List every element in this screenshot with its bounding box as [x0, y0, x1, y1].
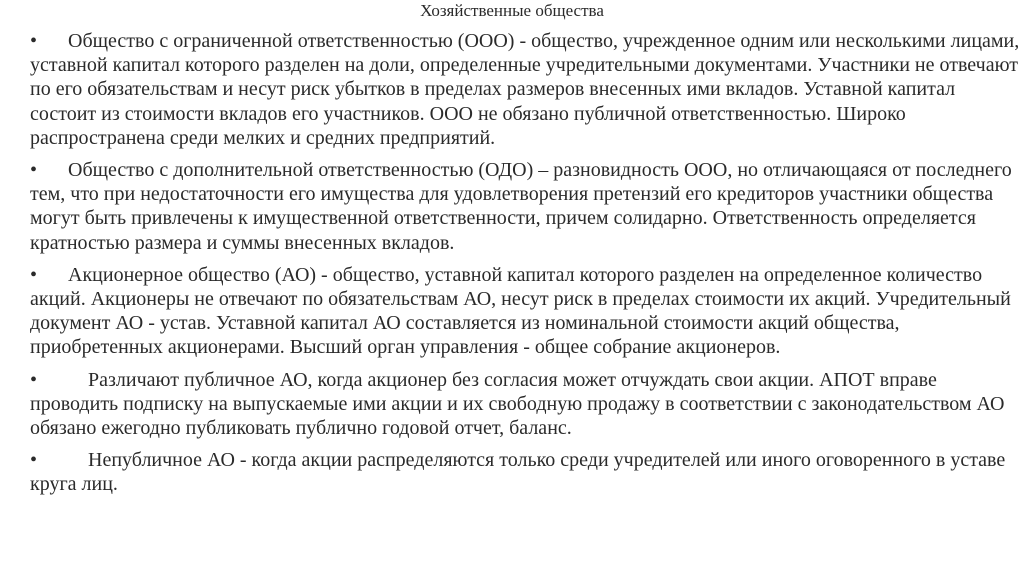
page-title: [0, 1, 1024, 21]
bullet-text: Акционерное общество (АО) - общество, уставной капитал которого разделен на определенное количество акций. Акционеры не отвечают по обязательствам АО, несут риск в пределах стоимости их акций. Учредительный документ АО - устав. Уставной капитал АО составляется из номинальной стоимости акций общества, приобретенных акционерами. Высший орган управления - общее собрание акционеров.: [30, 263, 1011, 359]
bullet-dot: •: [30, 368, 38, 391]
bullet-dot: •: [30, 263, 38, 286]
bullet-dot: •: [30, 449, 38, 472]
list-item: [30, 263, 1020, 360]
list-item: [30, 158, 1020, 255]
list-item: [30, 368, 1020, 441]
list-item: [30, 29, 1020, 150]
page-title-bold: Хозяйственные: [420, 1, 532, 20]
page-title-rest: общества: [531, 1, 604, 20]
bullet-dot: •: [30, 30, 38, 52]
bullet-list: [30, 29, 1020, 505]
list-item: [30, 448, 1020, 496]
bullet-text: Различают публичное АО, когда акционер без согласия может отчуждать свои акции. АПОТ вправе проводить подписку на выпускаемые ими акции и их свободную продажу в соответствии с законодательством АО обязано ежегодно публиковать публично годовой отчет, баланс.: [30, 368, 1005, 440]
bullet-text: Общество с дополнительной ответственностью (ОДО) – разновидность ООО, но отличающаяся от последнего тем, что при недостаточности его имущества для удовлетворения претензий его кредиторов участники общества могут быть привлечены к имущественной ответственности, причем солидарно. Ответственность определяется кратностью размера и суммы внесенных вкладов.: [30, 159, 1012, 254]
bullet-text: Непубличное АО - когда акции распределяются только среди учредителей или иного оговоренного в уставе круга лиц.: [30, 449, 1006, 496]
bullet-dot: •: [30, 159, 38, 182]
bullet-text: Общество с ограниченной ответственностью (ООО) - общество, учрежденное одним или несколькими лицами, уставной капитал которого разделен на доли, определенные учредительными документами. Участники не отвечают по его обязательствам и несут риск убытков в пределах размеров внесенных ими вкладов. Уставной капитал состоит из стоимости вкладов его участников. ООО не обязано публичной ответственностью. Широко распространена среди мелких и средних предприятий.: [30, 30, 1020, 149]
